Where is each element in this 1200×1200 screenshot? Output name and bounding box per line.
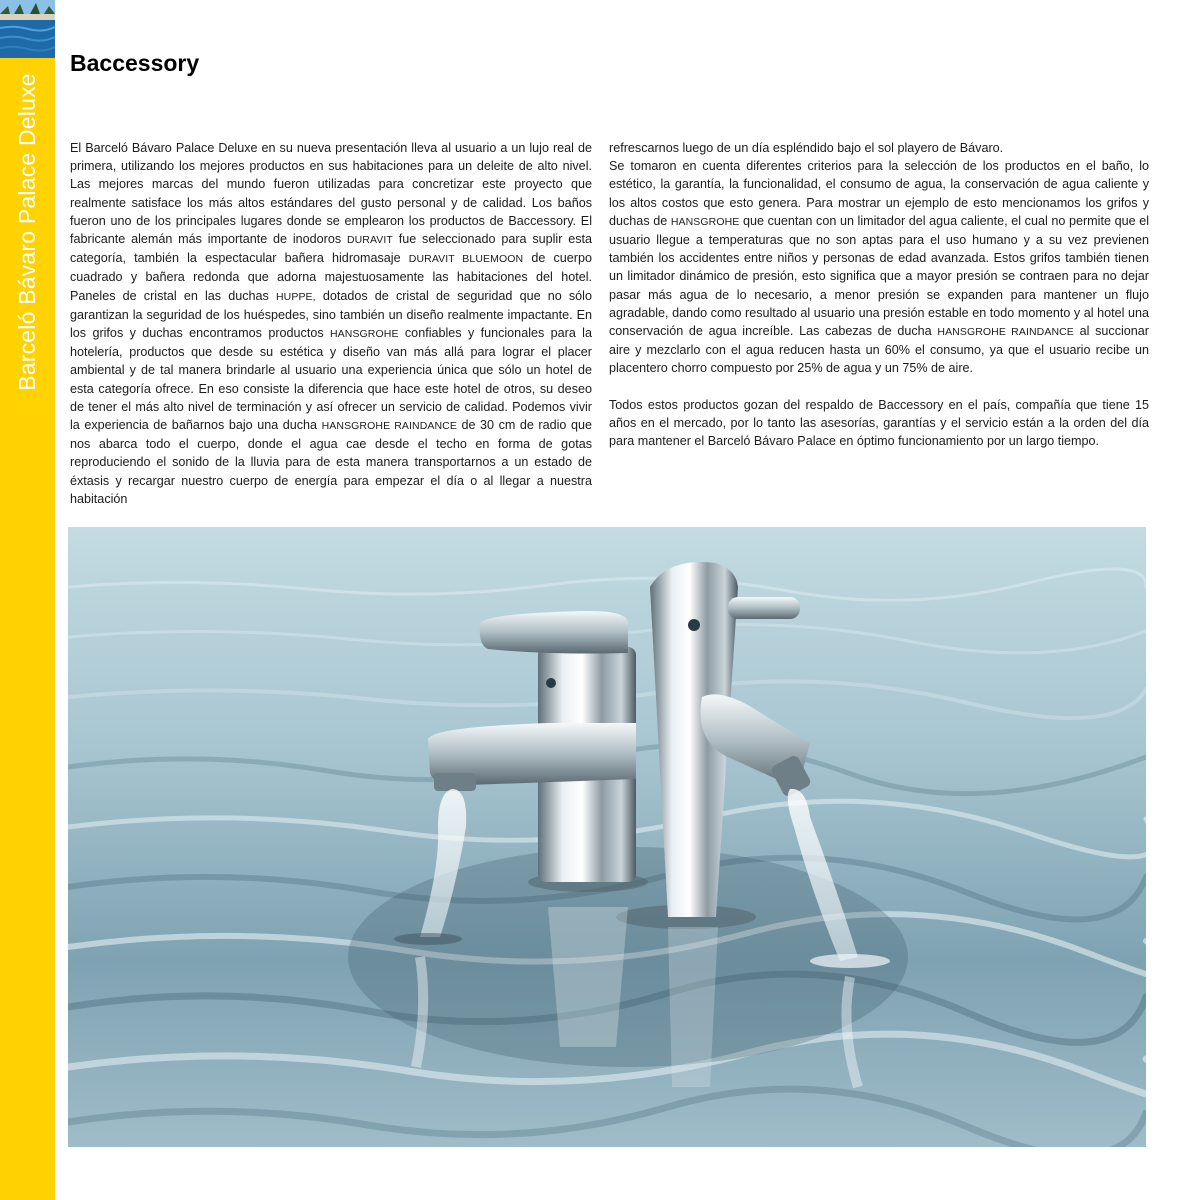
page-title: Baccessory [70,50,200,76]
article-paragraph: refrescarnos luego de un día espléndido bajo el sol playero de Bávaro. Se tomaron en cuenta diferentes criterios para la selección de los productos en el baño, lo estético, la garantía, la funcionalidad, el consumo de agua, la conservación de agua caliente y los altos costos que esto genera. Para mostrar un ejemplo de esto mencionamos los grifos y duchas de HANSGROHE que cuentan con un limitador del agua caliente, el cual no permite que el usuario llegue a temperaturas que no son aptas para el uso humano y a su vez previenen también los accidentes entre niños y personas de edad avanzada. Estos grifos también tienen un limitador dinámico de presión, esto significa que a mayor presión se contraen para no dejar pasar más agua de lo necesario, a menor presión se expanden para mantener un flujo agradable, dando como resultado al usuario una presión estable en todo momento y al hotel una conservación de agua increíble. Las cabezas de ducha HANSGROHE RAINDANCE al succionar aire y mezclarlo con el agua reducen hasta un 60% el consumo, ya que el usuario recibe un placentero chorro compuesto por 25% de agua y un 75% de aire. [609,141,1150,376]
faucets-in-water-photo [68,527,1146,1147]
article-column-left [70,139,592,508]
brand-name: DURAVIT [346,234,393,247]
brand-name: HANSGROHE RAINDANCE [321,420,457,433]
brand-name: HANSGROHE RAINDANCE [937,326,1074,339]
brand-name: DURAVIT BLUEMOON [408,253,524,266]
resort-pool-thumbnail [0,0,55,58]
sidebar-title: Barceló Bávaro Palace Deluxe [14,73,40,391]
brand-name: HANSGROHE [670,215,740,228]
article-paragraph-closing: Todos estos productos gozan del respaldo de Baccessory en el país, compañía que tiene 15 años en el mercado, por lo tanto las asesorías, garantías y el servicio están a la orden del día para mantener el Barceló Bávaro Palace en óptimo funcionamiento por un largo tiempo. [609,397,1149,449]
brand-name: HANSGROHE [329,328,399,341]
article-paragraph: El Barceló Bávaro Palace Deluxe en su nueva presentación lleva al usuario a un lujo real de primera, utilizando los mejores productos en sus habitaciones para un deleite de alto nivel. Las mejores marcas del mundo fueron utilizadas para concretizar este proyecto que realmente satisface los más altos estándares del gusto personal y de calidad. Los baños fueron uno de los principales lugares donde se emplearon los productos de Baccessory. El fabricante alemán más importante de inodoros DURAVIT fue seleccionado para suplir esta categoría, también la espectacular bañera hidromasaje DURAVIT BLUEMOON de cuerpo cuadrado y bañera redonda que adorna majestuosamente las habitaciones del hotel. Paneles de cristal en las duchas HUPPE, dotados de cristal de seguridad que no sólo garantizan la seguridad de los huéspedes, sino también un diseño realmente impactante. En los grifos y duchas encontramos productos HANSGROHE confiables y funcionales para la hotelería, productos que desde su estética y diseño van más allá para lograr el placer ambiental y de tal manera brindarle al usuario una experiencia única que sólo un hotel de esta categoría ofrece. En eso consiste la diferencia que hace este hotel de otros, su deseo de tener el más alto nivel de terminación y así ofrecer un servicio de calidad. Podemos vivir la experiencia de bañarnos bajo una ducha HANSGROHE RAINDANCE de 30 cm de radio que nos abarca todo el cuerpo, donde el agua cae desde el techo en forma de gotas reproduciendo el sonido de la lluvia para de esta manera transportarnos a un estado de éxtasis y recargar nuestro cuerpo de energía para empezar el día o al llegar a nuestra habitación [70,141,593,506]
sidebar-bar [0,0,55,1200]
article-column-right [609,139,1149,450]
brand-name: HUPPE, [275,290,316,303]
